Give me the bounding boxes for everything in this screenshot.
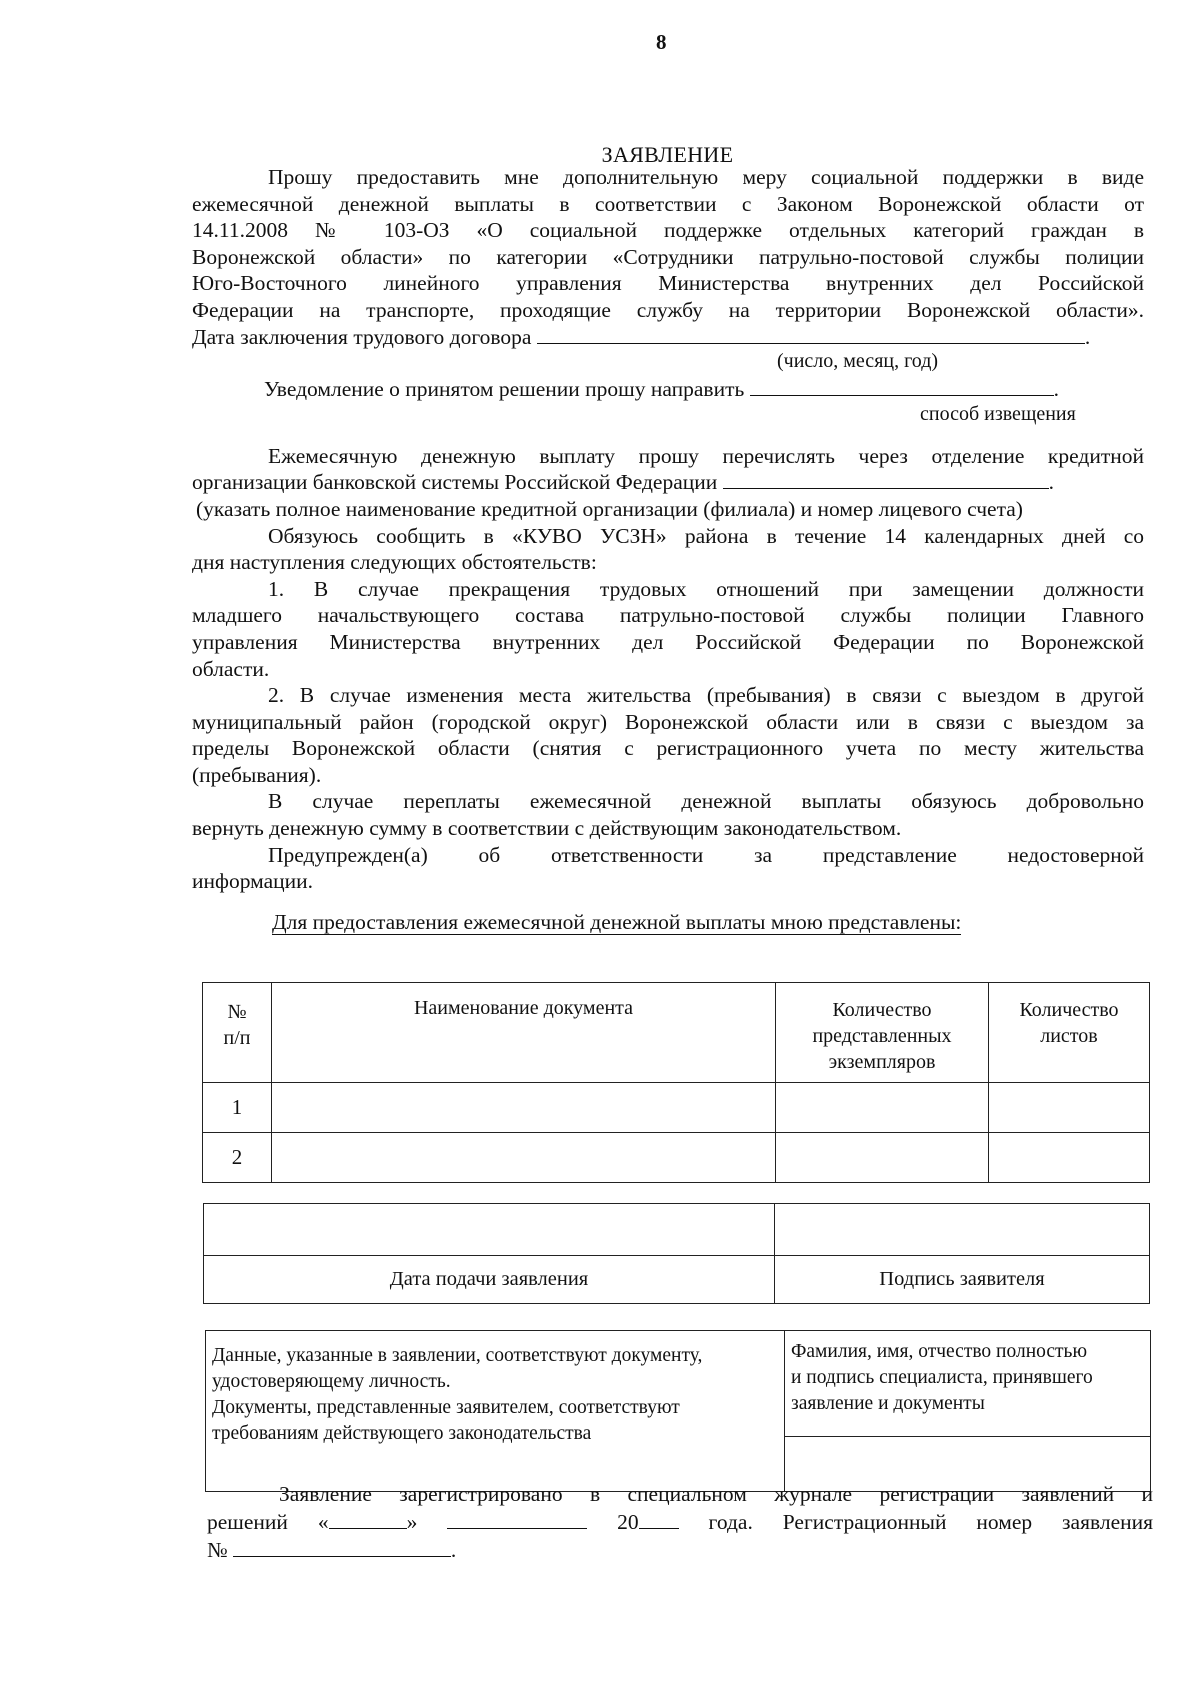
row-document-name-cell[interactable]: [272, 1083, 776, 1133]
contract-date-field[interactable]: [537, 325, 1085, 344]
verification-line: удостоверяющему личность.: [212, 1371, 451, 1392]
header-copies-line: экземпляров: [828, 1051, 936, 1073]
obligation-line: дня наступления следующих обстоятельств:: [192, 550, 597, 575]
page-number: 8: [656, 30, 667, 54]
table-header-row: [203, 983, 1150, 1083]
request-line: Юго-Восточного линейного управления Министерства внутренних дел Российской: [192, 271, 1144, 296]
number-sign: №: [207, 1538, 228, 1562]
verification-table: [205, 1330, 1151, 1492]
request-line: 14.11.2008 № 103-ОЗ «О социальной поддержке отдельных категорий граждан в: [192, 218, 1144, 243]
obligation-line: Обязуюсь сообщить в «КУВО УСЗН» района в течение 14 календарных дней со: [268, 523, 1144, 548]
header-number-line: п/п: [223, 1027, 251, 1049]
row-sheets-cell[interactable]: [989, 1133, 1150, 1183]
signature-blank-row: [204, 1204, 1150, 1256]
registration-line: Заявление зарегистрировано в специальном журнале регистрации заявлений и: [279, 1482, 1153, 1506]
row-number: 2: [203, 1133, 272, 1183]
case1-line: области.: [192, 656, 270, 681]
request-line: Прошу предоставить мне дополнительную меру социальной поддержки в виде: [268, 165, 1144, 189]
request-line: ежемесячной денежной выплаты в соответствии с Законом Воронежской области от: [192, 191, 1144, 216]
verification-line: Документы, представленные заявителем, соответствуют: [212, 1397, 680, 1418]
request-line: Федерации на транспорте, проходящие службу на территории Воронежской области».: [192, 297, 1144, 322]
row-sheets-cell[interactable]: [989, 1083, 1150, 1133]
contract-date-label: Дата заключения трудового договора: [192, 324, 532, 349]
year-prefix: 20: [617, 1510, 639, 1534]
specialist-info: [785, 1331, 1151, 1437]
signature-table: [203, 1203, 1150, 1304]
row-number: 1: [203, 1083, 272, 1133]
documents-table: [202, 982, 1150, 1183]
date-label: Дата подачи заявления: [204, 1256, 775, 1304]
specialist-line: Фамилия, имя, отчество полностью: [791, 1341, 1088, 1362]
warning-line: Предупрежден(а) об ответственности за представление недостоверной: [268, 842, 1144, 867]
request-line: Воронежской области» по категории «Сотрудники патрульно-постовой службы полиции: [192, 244, 1144, 269]
notification-caption: способ извещения: [920, 402, 1076, 425]
signature-label-row: [204, 1256, 1150, 1304]
contract-date-caption: (число, месяц, год): [777, 350, 939, 373]
document-title: ЗАЯВЛЕНИЕ: [601, 142, 734, 167]
case1-line: управления Министерства внутренних дел Российской Федерации по Воронежской: [192, 629, 1144, 654]
payment-line: Ежемесячную денежную выплату прошу перечислять через отделение кредитной: [268, 443, 1144, 468]
table-row: [203, 1083, 1150, 1133]
header-sheets: [989, 983, 1150, 1083]
case2-line: 2. В случае изменения места жительства (пребывания) в связи с выездом в другой: [268, 683, 1144, 708]
month-field[interactable]: [447, 1510, 587, 1529]
header-document-name: Наименование документа: [272, 983, 776, 1083]
signature-label: Подпись заявителя: [775, 1256, 1150, 1304]
contract-date-row: Дата заключения трудового договора .: [192, 324, 1091, 349]
bank-field[interactable]: [723, 470, 1049, 489]
header-number: [203, 983, 272, 1083]
overpayment-line: вернуть денежную сумму в соответствии с действующим законодательством.: [192, 816, 902, 841]
contract-date-caption-row: [192, 350, 1144, 376]
notification-field[interactable]: [750, 377, 1054, 396]
header-sheets-line: Количество: [1019, 999, 1119, 1021]
row-document-name-cell[interactable]: [272, 1133, 776, 1183]
verification-line: требованиям действующего законодательства: [212, 1423, 592, 1444]
year-word: года.: [708, 1510, 753, 1534]
row-copies-cell[interactable]: [776, 1083, 989, 1133]
header-sheets-line: листов: [1040, 1025, 1098, 1047]
header-number-line: №: [227, 1001, 247, 1023]
case1-line: младшего начальствующего состава патрульно-постовой службы полиции Главного: [192, 603, 1144, 628]
docs-intro-text: Для предоставления ежемесячной денежной выплаты мною представлены:: [272, 909, 962, 934]
notification-label: Уведомление о принятом решении прошу направить: [264, 377, 745, 402]
case2-line: муниципальный район (городской округ) Воронежской области или в связи с выездом за: [192, 709, 1144, 734]
docs-intro: [192, 909, 1144, 936]
day-field[interactable]: [329, 1510, 407, 1529]
header-copies: [776, 983, 989, 1083]
year-field[interactable]: [639, 1510, 679, 1529]
overpayment-line: В случае переплаты ежемесячной денежной выплаты обязуюсь добровольно: [268, 789, 1144, 814]
table-row: [203, 1133, 1150, 1183]
registration-number-field[interactable]: [233, 1538, 451, 1557]
registration-number-row: [207, 1536, 1153, 1564]
registration-date-row: [207, 1508, 1153, 1536]
header-copies-line: представленных: [812, 1025, 952, 1047]
verification-line: Данные, указанные в заявлении, соответствуют документу,: [212, 1345, 703, 1366]
registration-number-label: Регистрационный номер заявления: [782, 1510, 1154, 1534]
quote-open: «: [317, 1510, 329, 1534]
registration-decisions: решений: [207, 1510, 288, 1534]
registration-block: [207, 1480, 1153, 1564]
notification-caption-row: [192, 403, 1144, 429]
case2-line: (пребывания).: [192, 762, 322, 787]
warning-line: информации.: [192, 869, 314, 894]
row-copies-cell[interactable]: [776, 1133, 989, 1183]
case2-line: пределы Воронежской области (снятия с регистрационного учета по месту жительства: [192, 736, 1144, 761]
payment-row: организации банковской системы Российской Федерации .: [192, 470, 1055, 495]
specialist-line: заявление и документы: [791, 1393, 985, 1414]
specialist-line: и подпись специалиста, принявшего: [791, 1367, 1093, 1388]
case1-line: 1. В случае прекращения трудовых отношений при замещении должности: [268, 576, 1144, 601]
verification-statement: [206, 1331, 785, 1492]
payment-line2: организации банковской системы Российской Федерации: [192, 470, 718, 495]
header-copies-line: Количество: [832, 999, 932, 1021]
period: .: [450, 1538, 457, 1562]
application-body: [192, 164, 1144, 935]
signature-field-cell[interactable]: [775, 1204, 1150, 1256]
notification-row: Уведомление о принятом решении прошу направить .: [264, 377, 1060, 402]
payment-caption: (указать полное наименование кредитной организации (филиала) и номер лицевого счета): [196, 496, 1023, 521]
date-field-cell[interactable]: [204, 1204, 775, 1256]
verification-row: [206, 1331, 1151, 1437]
quote-close: »: [406, 1510, 418, 1534]
